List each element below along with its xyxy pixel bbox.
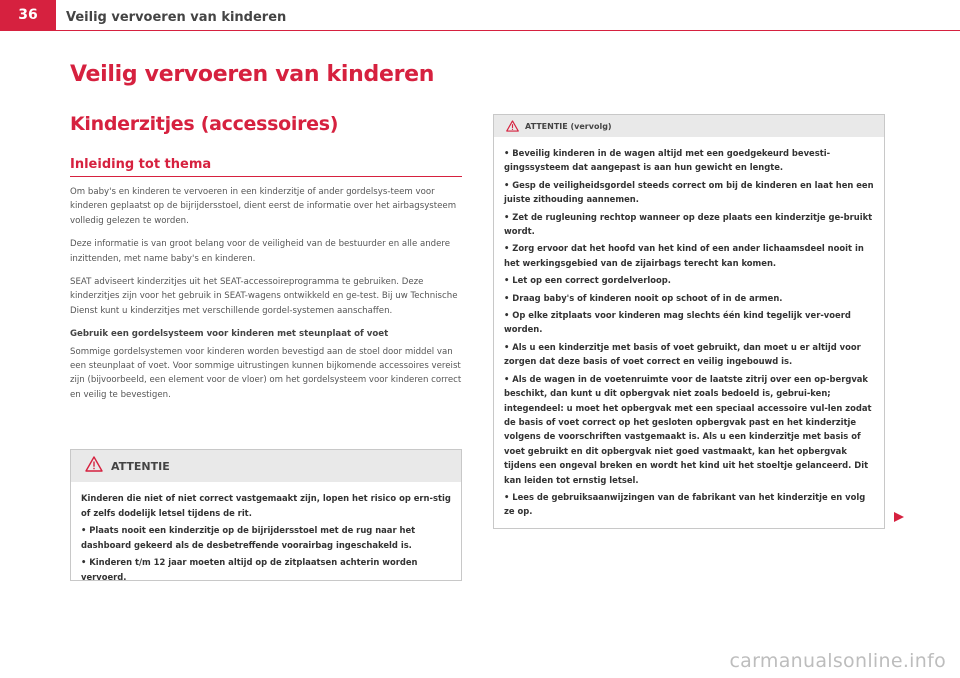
warning-item: • Als u een kinderzitje met basis of voet gebruikt, dan moet u er altijd voor zorgen dat deze basis of voet correct en veilig ingebouwd is. [504,341,861,367]
warning-item: Kinderen die niet of niet correct vastgemaakt zijn, lopen het risico op ern-stig of zelfs dodelijk letsel tijdens de rit. [81,493,451,518]
subsection-title: Inleiding tot thema [70,157,212,172]
warning-triangle-icon [506,117,519,136]
running-title: Veilig vervoeren van kinderen [66,10,287,25]
header-rule [0,30,960,31]
paragraph: Deze informatie is van groot belang voor de veiligheid van de bestuurder en alle andere inzittenden, met name baby's en kinderen. [70,239,451,264]
warning-item: • Gesp de veiligheidsgordel steeds correct om bij de kinderen en laat hen een juiste zithouding aannemen. [504,179,874,205]
continue-arrow-icon [893,508,905,527]
warning-item: • Let op een correct gordelverloop. [504,275,671,286]
paragraph: SEAT adviseert kinderzitjes uit het SEAT-accessoireprogramma te gebruiken. Deze kinderzitjes zijn voor het gebruik in SEAT-wagens ontwikkeld en ge-test. Bij uw Technische Dienst kunt u kinderzitjes met verschillende gordel-systemen aanschaffen. [70,277,458,316]
warning-body [71,482,461,585]
intro-text [70,185,462,411]
warning-header [494,115,884,137]
warning-item: • Als de wagen in de voetenruimte voor de laatste zitrij over een op-bergvak beschikt, dan kunt u dit opbergvak niet zoals bedoeld is, gebrui-ken; integendeel: u moet het opbergvak met een speciaal accessoire vul-len zodat de basis of voet correct op het gesloten opbergvak past en het kinderzitje volgens de voorschriften vastgemaakt is. Als u een kinderzitje met basis of voet gebruikt en dit opbergvak niet goed vastmaakt, kan het opbergvak tijdens een ongeval breken en wordt het kind uit het stoeltje gelanceerd. Dit kan leiden tot ernstig letsel. [504,373,872,485]
page-number: 36 [0,0,56,30]
warning-body [494,137,884,519]
warning-item: • Plaats nooit een kinderzitje op de bijrijdersstoel met de rug naar het dashboard gekeerd als de desbetreffende voorairbag ingeschakeld is. [81,525,416,550]
warning-item: • Zorg ervoor dat het hoofd van het kind of een ander lichaamsdeel nooit in het werkingsgebied van de zijairbags terecht kan komen. [504,243,864,268]
subsection-rule [70,176,462,177]
warning-header [71,450,461,482]
warning-item: • Op elke zitplaats voor kinderen mag slechts één kind tegelijk ver-voerd worden. [504,310,851,335]
warning-item: • Beveilig kinderen in de wagen altijd met een goedgekeurd bevesti-gingssysteem dat aangepast is aan hun gewicht en lengte. [504,148,831,173]
warning-item: • Zet de rugleuning rechtop wanneer op deze plaats een kinderzitje ge-bruikt wordt. [504,211,873,237]
warning-title: ATTENTIE (vervolg) [525,121,612,131]
warning-box [70,449,462,581]
warning-item: • Draag baby's of kinderen nooit op schoot of in de armen. [504,292,783,303]
paragraph-subheading: Gebruik een gordelsysteem voor kinderen met steunplaat of voet [70,329,389,340]
warning-box-continued [493,114,885,529]
warning-title: ATTENTIE [111,459,170,473]
chapter-title: Veilig vervoeren van kinderen [70,62,435,87]
watermark: carmanualsonline.info [729,650,946,672]
section-title: Kinderzitjes (accessoires) [70,113,339,135]
paragraph: Om baby's en kinderen te vervoeren in een kinderzitje of ander gordelsys-teem voor kinderen geplaatst op de bijrijdersstoel, dient eerst de informatie over het airbagsysteem volledig gelezen te worden. [70,187,457,226]
paragraph: Sommige gordelsystemen voor kinderen worden bevestigd aan de stoel door middel van een steunplaat of voet. Voor sommige uitrustingen kunnen bijkomende accessoires vereist zijn (bijvoorbeeld, een element voor de vloer) om het gordelsysteem voor kinderen correct en veilig te bevestigen. [70,346,462,400]
warning-item: • Lees de gebruiksaanwijzingen van de fabrikant van het kinderzitje en volg ze op. [504,491,866,517]
warning-item: • Kinderen t/m 12 jaar moeten altijd op de zitplaatsen achterin worden vervoerd. [81,557,418,582]
warning-triangle-icon [85,456,103,476]
